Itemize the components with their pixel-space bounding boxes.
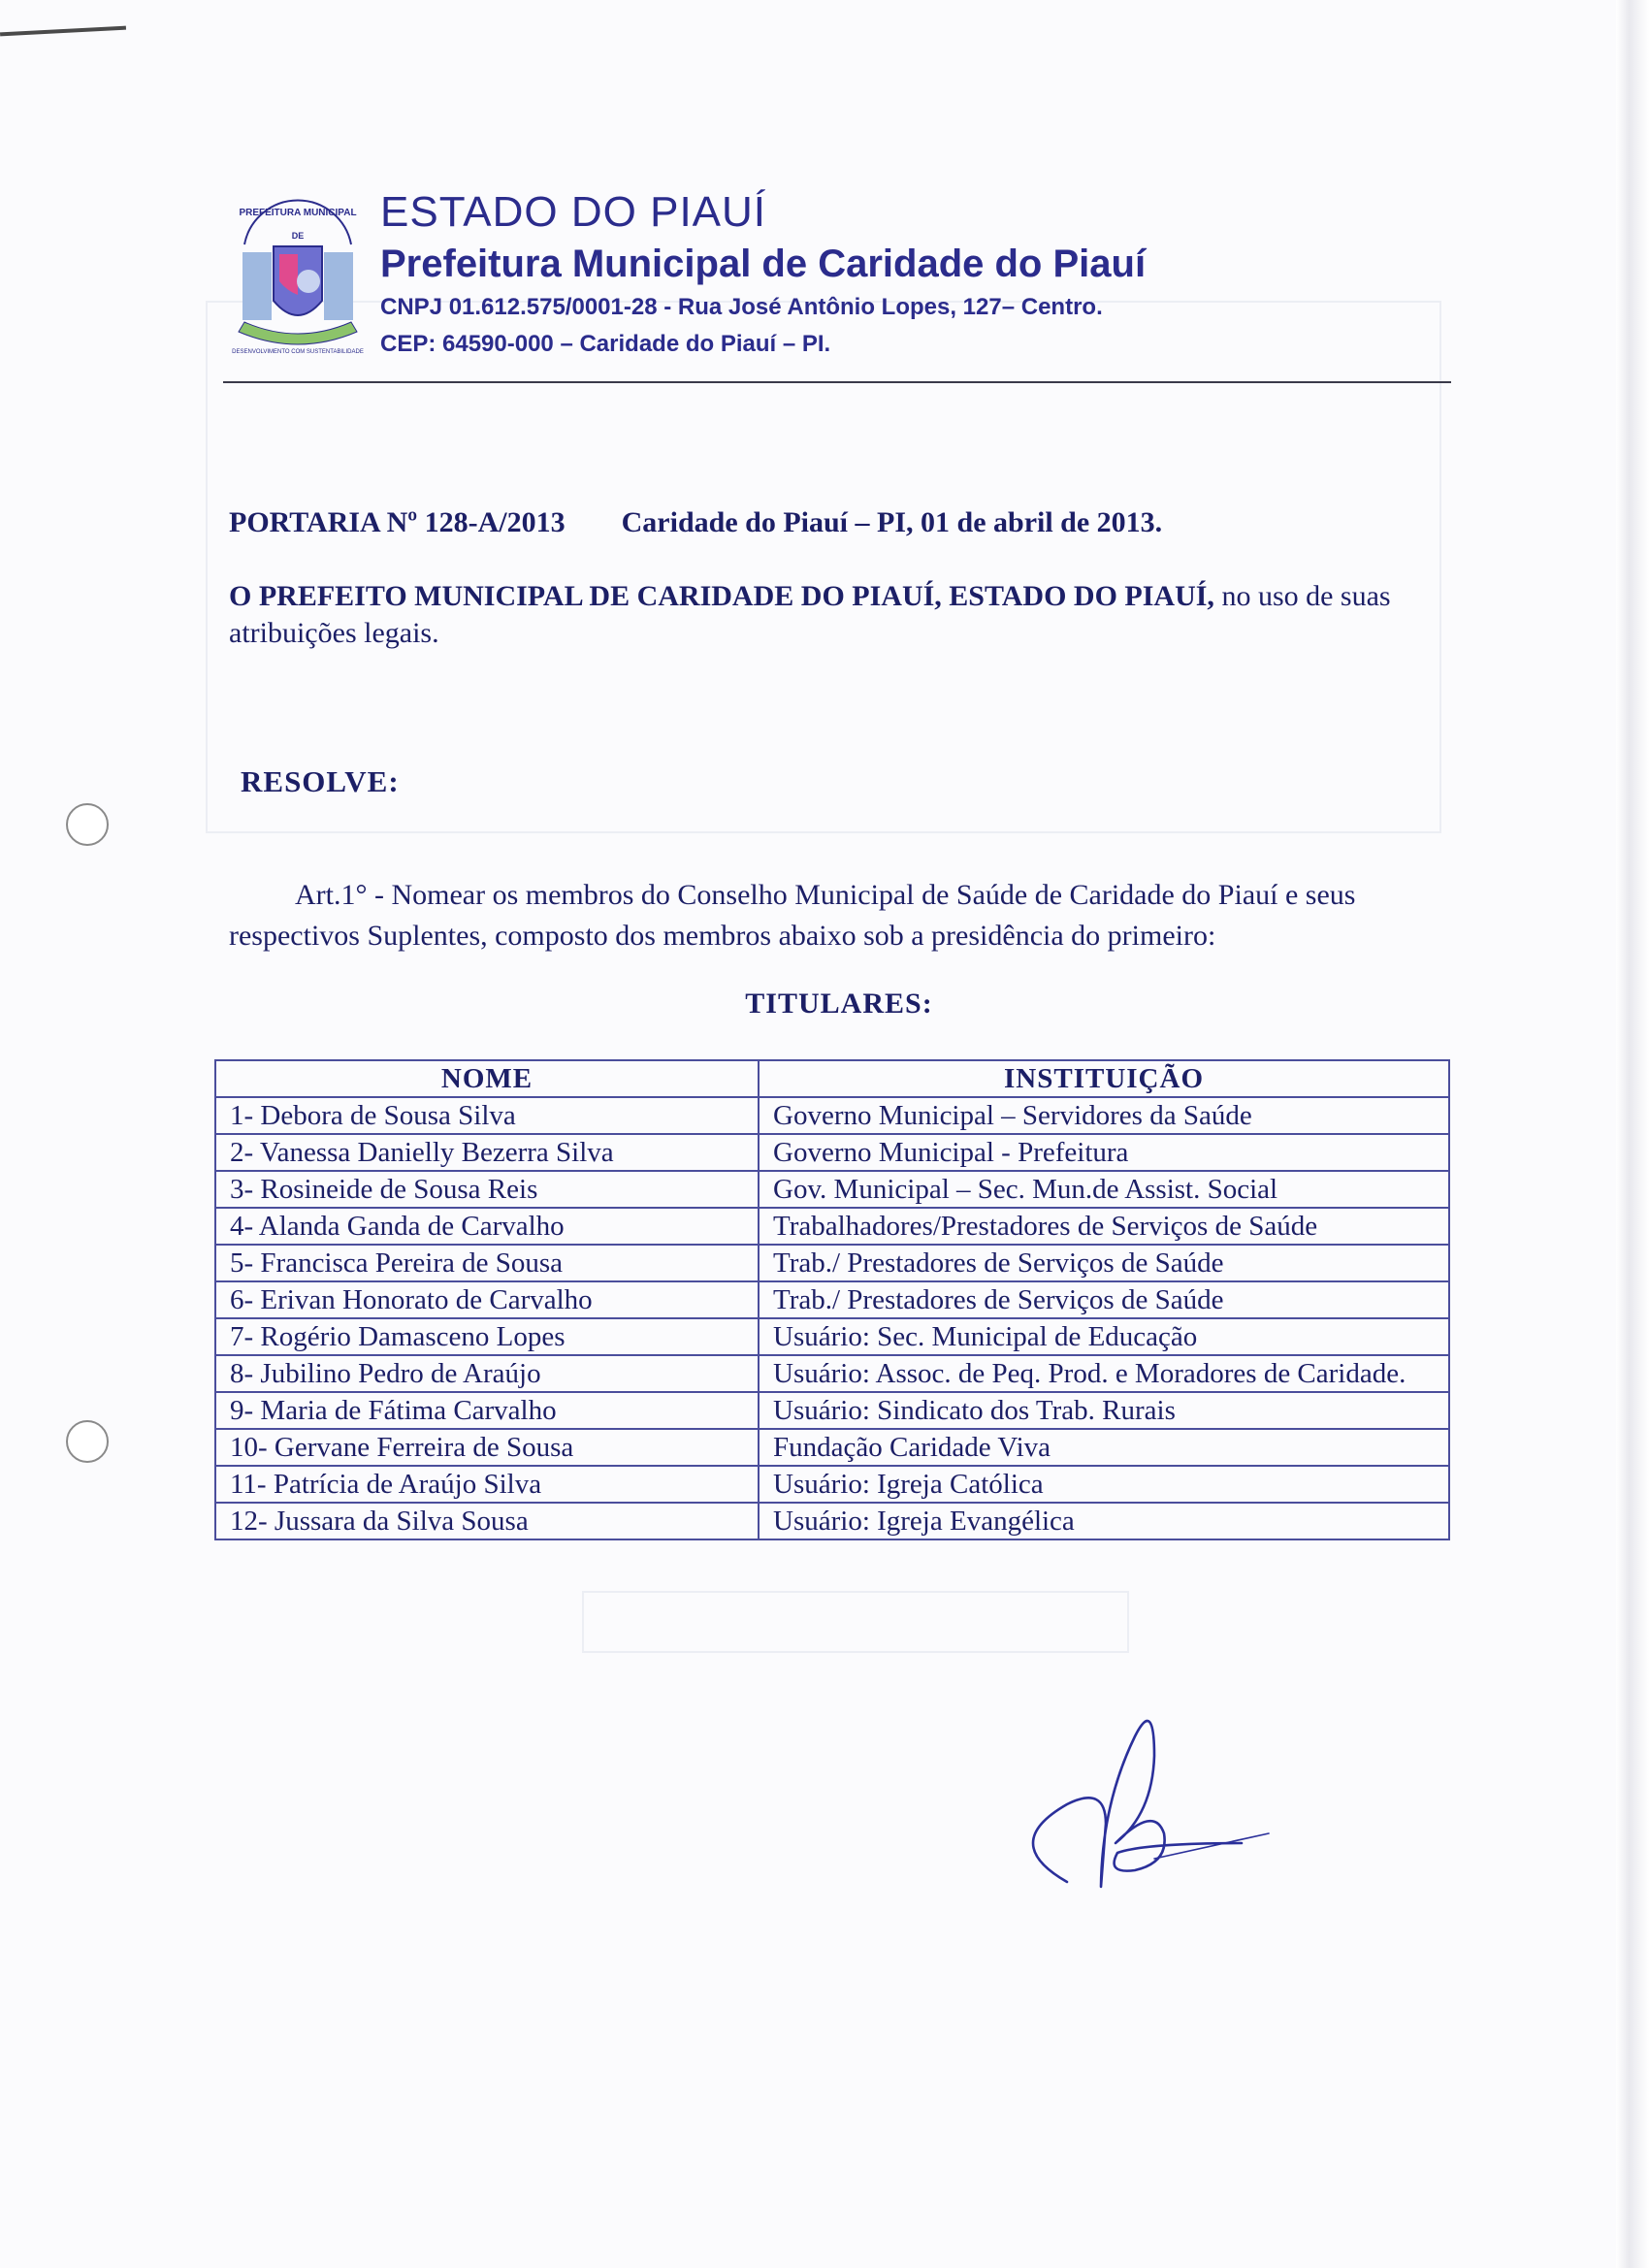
portaria-heading bbox=[229, 506, 1162, 539]
member-name: 9- Maria de Fátima Carvalho bbox=[215, 1392, 759, 1429]
seal-top-text: PREFEITURA MUNICIPAL bbox=[239, 208, 357, 218]
member-institution: Trab./ Prestadores de Serviços de Saúde bbox=[759, 1281, 1449, 1318]
punch-hole-bottom bbox=[66, 1420, 109, 1463]
table-row bbox=[215, 1466, 1449, 1503]
member-institution: Fundação Caridade Viva bbox=[759, 1429, 1449, 1466]
table-row bbox=[215, 1245, 1449, 1281]
table-row bbox=[215, 1355, 1449, 1392]
table-row bbox=[215, 1503, 1449, 1539]
column-header-nome: NOME bbox=[215, 1060, 759, 1097]
bleed-through-box bbox=[582, 1591, 1129, 1653]
members-table bbox=[214, 1059, 1450, 1540]
column-header-instituicao: INSTITUIÇÃO bbox=[759, 1060, 1449, 1097]
seal-bottom-text: DESENVOLVIMENTO COM SUSTENTABILIDADE bbox=[232, 349, 364, 355]
member-institution: Trabalhadores/Prestadores de Serviços de Saúde bbox=[759, 1208, 1449, 1245]
member-institution: Trab./ Prestadores de Serviços de Saúde bbox=[759, 1245, 1449, 1281]
article-1-paragraph: Art.1° - Nomear os membros do Conselho Municipal de Saúde de Caridade do Piauí e seus respectivos Suplentes, composto dos membros abaixo sob a presidência do primeiro: bbox=[229, 879, 1356, 952]
preamble-caps: O PREFEITO MUNICIPAL DE CARIDADE DO PIAUÍ, ESTADO DO PIAUÍ, bbox=[229, 580, 1214, 612]
member-institution: Governo Municipal – Servidores da Saúde bbox=[759, 1097, 1449, 1134]
member-institution: Governo Municipal - Prefeitura bbox=[759, 1134, 1449, 1171]
preamble-paragraph bbox=[229, 578, 1461, 652]
table-row bbox=[215, 1392, 1449, 1429]
table-row bbox=[215, 1318, 1449, 1355]
letterhead-text bbox=[380, 186, 1447, 363]
table-row bbox=[215, 1097, 1449, 1134]
member-name: 3- Rosineide de Sousa Reis bbox=[215, 1171, 759, 1208]
municipal-seal-logo bbox=[225, 186, 371, 365]
punch-hole-top bbox=[66, 803, 109, 846]
member-name: 8- Jubilino Pedro de Araújo bbox=[215, 1355, 759, 1392]
staple-mark bbox=[0, 26, 126, 37]
member-name: 11- Patrícia de Araújo Silva bbox=[215, 1466, 759, 1503]
handwritten-signature bbox=[1009, 1698, 1280, 1892]
letterhead bbox=[225, 186, 1453, 382]
member-institution: Usuário: Sindicato dos Trab. Rurais bbox=[759, 1392, 1449, 1429]
member-name: 4- Alanda Ganda de Carvalho bbox=[215, 1208, 759, 1245]
member-name: 7- Rogério Damasceno Lopes bbox=[215, 1318, 759, 1355]
member-name: 5- Francisca Pereira de Sousa bbox=[215, 1245, 759, 1281]
member-institution: Gov. Municipal – Sec. Mun.de Assist. Social bbox=[759, 1171, 1449, 1208]
titulares-heading: TITULARES: bbox=[745, 988, 933, 1020]
header-divider bbox=[223, 381, 1451, 383]
member-name: 2- Vanessa Danielly Bezerra Silva bbox=[215, 1134, 759, 1171]
table-row bbox=[215, 1208, 1449, 1245]
cep-city: CEP: 64590-000 – Caridade do Piauí – PI. bbox=[380, 331, 831, 357]
table-row bbox=[215, 1429, 1449, 1466]
table-row bbox=[215, 1134, 1449, 1171]
member-name: 6- Erivan Honorato de Carvalho bbox=[215, 1281, 759, 1318]
table-header-row bbox=[215, 1060, 1449, 1097]
member-institution: Usuário: Sec. Municipal de Educação bbox=[759, 1318, 1449, 1355]
state-name: ESTADO DO PIAUÍ bbox=[380, 188, 767, 236]
resolve-heading: RESOLVE: bbox=[241, 764, 400, 798]
member-institution: Usuário: Assoc. de Peq. Prod. e Moradores de Caridade. bbox=[759, 1355, 1449, 1392]
portaria-place-date: Caridade do Piauí – PI, 01 de abril de 2013. bbox=[621, 506, 1163, 538]
member-name: 10- Gervane Ferreira de Sousa bbox=[215, 1429, 759, 1466]
seal-de-text: DE bbox=[291, 231, 305, 241]
member-institution: Usuário: Igreja Católica bbox=[759, 1466, 1449, 1503]
member-name: 1- Debora de Sousa Silva bbox=[215, 1097, 759, 1134]
prefeitura-name: Prefeitura Municipal de Caridade do Piauí bbox=[380, 243, 1147, 285]
member-institution: Usuário: Igreja Evangélica bbox=[759, 1503, 1449, 1539]
table-row bbox=[215, 1281, 1449, 1318]
member-name: 12- Jussara da Silva Sousa bbox=[215, 1503, 759, 1539]
portaria-number: PORTARIA Nº 128-A/2013 bbox=[229, 506, 566, 538]
page-edge-shadow bbox=[1616, 0, 1649, 2268]
preamble-rest: no uso de suas atribuições legais. bbox=[229, 580, 1391, 649]
cnpj-address: CNPJ 01.612.575/0001-28 - Rua José Antônio Lopes, 127– Centro. bbox=[380, 294, 1103, 320]
table-row bbox=[215, 1171, 1449, 1208]
